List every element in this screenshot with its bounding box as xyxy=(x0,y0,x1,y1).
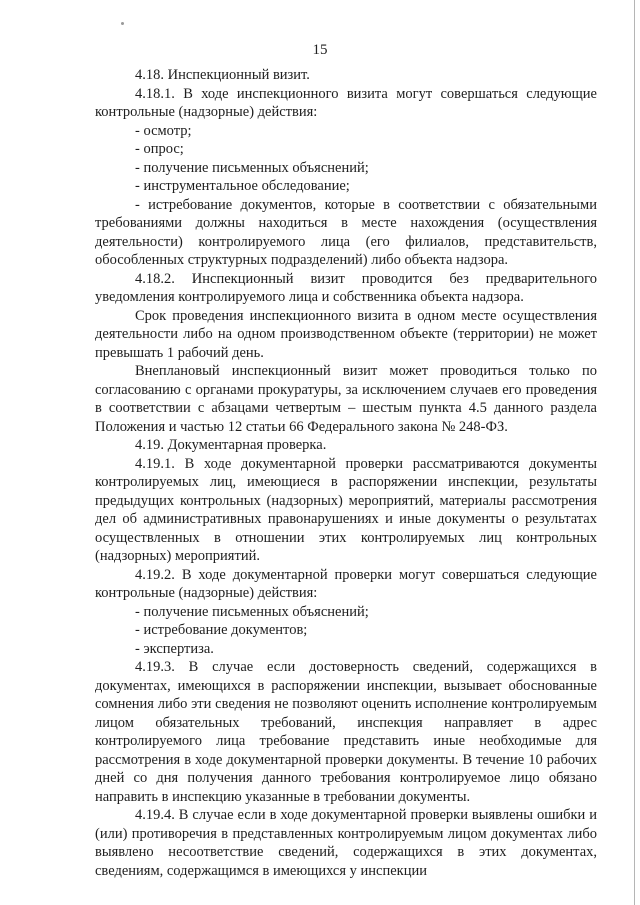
list-item: - истребование документов; xyxy=(135,622,308,638)
list-item: - экспертиза. xyxy=(135,640,214,657)
scan-dot xyxy=(121,22,124,25)
list-item: - получение письменных объяснений; xyxy=(135,603,369,620)
document-body xyxy=(95,66,597,880)
page-number: 15 xyxy=(312,42,328,58)
paragraph: 4.19.2. В ходе документарной проверки могут совершаться следующие контрольные (надзорные) действия: xyxy=(95,566,597,601)
paragraph: Внеплановый инспекционный визит может проводиться только по согласованию с органами прокуратуры, за исключением случаев его проведения в соответствии с абзацами четвертым – шестым пункта 4.5 данного раздела Положения и частью 12 статьи 66 Федерального закона № 248-ФЗ. xyxy=(95,363,597,435)
paragraph: 4.19.3. В случае если достоверность сведений, содержащихся в документах, имеющихся в распоряжении инспекции, вызывает обоснованные сомнения либо эти сведения не позволяют оценить исполнение контролируемым лицом обязательных требований, инспекция направляет в адрес контролируемого лица требование представить иные необходимые для рассмотрения в ходе документарной проверки документы. В течение 10 рабочих дней со дня получения данного требования контролируемое лицо обязано направить в инспекцию указанные в требовании документы. xyxy=(95,659,597,805)
scan-edge-line xyxy=(634,0,635,905)
paragraph: 4.18. Инспекционный визит. xyxy=(135,67,310,83)
paragraph: 4.19.1. В ходе документарной проверки рассматриваются документы контролируемых лиц, имеющиеся в распоряжении инспекции, результаты предыдущих контрольных (надзорных) мероприятий, материалы рассмотрения дел об административных правонарушениях и иные документы о результатах осуществленных в отношении этих контролируемых лиц контрольных (надзорных) мероприятий. xyxy=(95,455,597,564)
paragraph: 4.19.4. В случае если в ходе документарной проверки выявлены ошибки и (или) противоречия в представленных контролируемым лицом документах либо выявлено несоответствие сведений, содержащихся в этих документах, сведениям, содержащимся в имеющихся у инспекции xyxy=(95,807,597,879)
paragraph: 4.18.1. В ходе инспекционного визита могут совершаться следующие контрольные (надзорные) действия: xyxy=(95,85,597,120)
list-item: - истребование документов, которые в соответствии с обязательными требованиями должны находиться в месте нахождения (осуществления деятельности) контролируемого лица (его филиалов, представительств, обособленных структурных подразделений) либо объекта надзора. xyxy=(95,196,597,268)
paragraph: 4.19. Документарная проверка. xyxy=(135,437,327,453)
list-item: - опрос; xyxy=(135,141,184,157)
list-item: - инструментальное обследование; xyxy=(135,178,350,194)
list-item: - осмотр; xyxy=(135,122,192,139)
list-item: - получение письменных объяснений; xyxy=(135,159,369,176)
paragraph: Срок проведения инспекционного визита в одном месте осуществления деятельности либо на одном производственном объекте (территории) не может превышать 1 рабочий день. xyxy=(95,307,597,361)
paragraph: 4.18.2. Инспекционный визит проводится без предварительного уведомления контролируемого лица и собственника объекта надзора. xyxy=(95,270,597,305)
